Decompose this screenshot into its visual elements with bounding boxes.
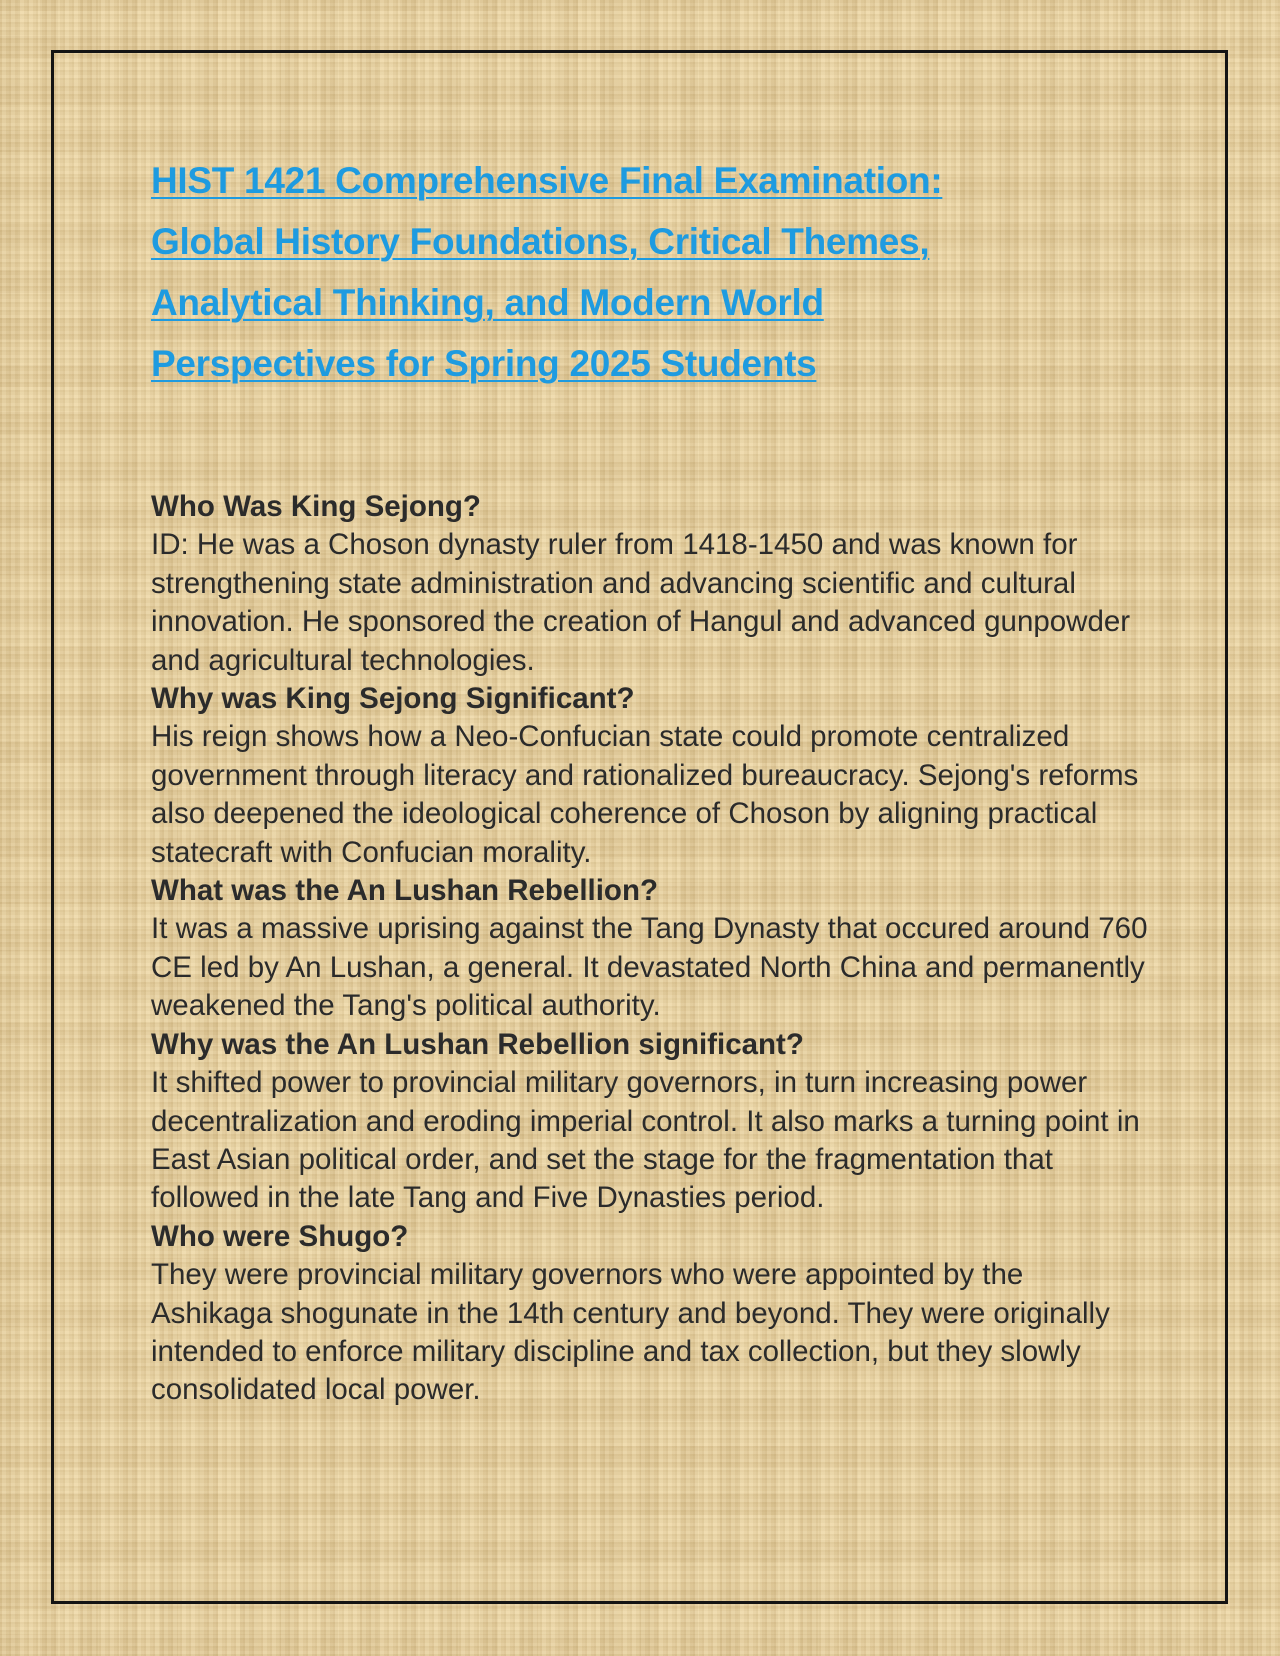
answer-paragraph: ID: He was a Choson dynasty ruler from 1418-1450 and was known for strengthening state administration and advancing scientific and cultural innovation. He sponsored the creation of Hangul and advanced gunpowder and agricultural technologies. bbox=[151, 528, 1131, 677]
question-heading: Why was the An Lushan Rebellion significant? bbox=[151, 1027, 804, 1061]
document-body bbox=[151, 150, 1151, 1410]
question-heading: Who were Shugo? bbox=[151, 1219, 409, 1253]
question-heading: What was the An Lushan Rebellion? bbox=[151, 874, 658, 908]
question-heading: Why was King Sejong Significant? bbox=[151, 682, 635, 716]
answer-paragraph: It shifted power to provincial military governors, in turn increasing power decentralization and eroding imperial control. It also marks a turning point in East Asian political order, and set the stage for the fragmentation that followed in the late Tang and Five Dynasties period. bbox=[151, 1066, 1140, 1215]
document-title-link[interactable]: HIST 1421 Comprehensive Final Examination: Global History Foundations, Critical Themes, Analytical Thinking, and Modern World Perspectives for Spring 2025 Students bbox=[151, 160, 943, 384]
answer-paragraph: It was a massive uprising against the Tang Dynasty that occured around 760 CE led by An Lushan, a general. It devastated North China and permanently weakened the Tang's political authority. bbox=[151, 912, 1148, 1023]
answer-paragraph: They were provincial military governors who were appointed by the Ashikaga shogunate in the 14th century and beyond. They were originally intended to enforce military discipline and tax collection, but they slowly consolidated local power. bbox=[151, 1258, 1110, 1407]
qa-list bbox=[151, 488, 1151, 1410]
answer-paragraph: His reign shows how a Neo-Confucian state could promote centralized government through literacy and rationalized bureaucracy. Sejong's reforms also deepened the ideological coherence of Choson by aligning practical statecraft with Confucian morality. bbox=[151, 720, 1139, 869]
question-heading: Who Was King Sejong? bbox=[151, 490, 481, 523]
